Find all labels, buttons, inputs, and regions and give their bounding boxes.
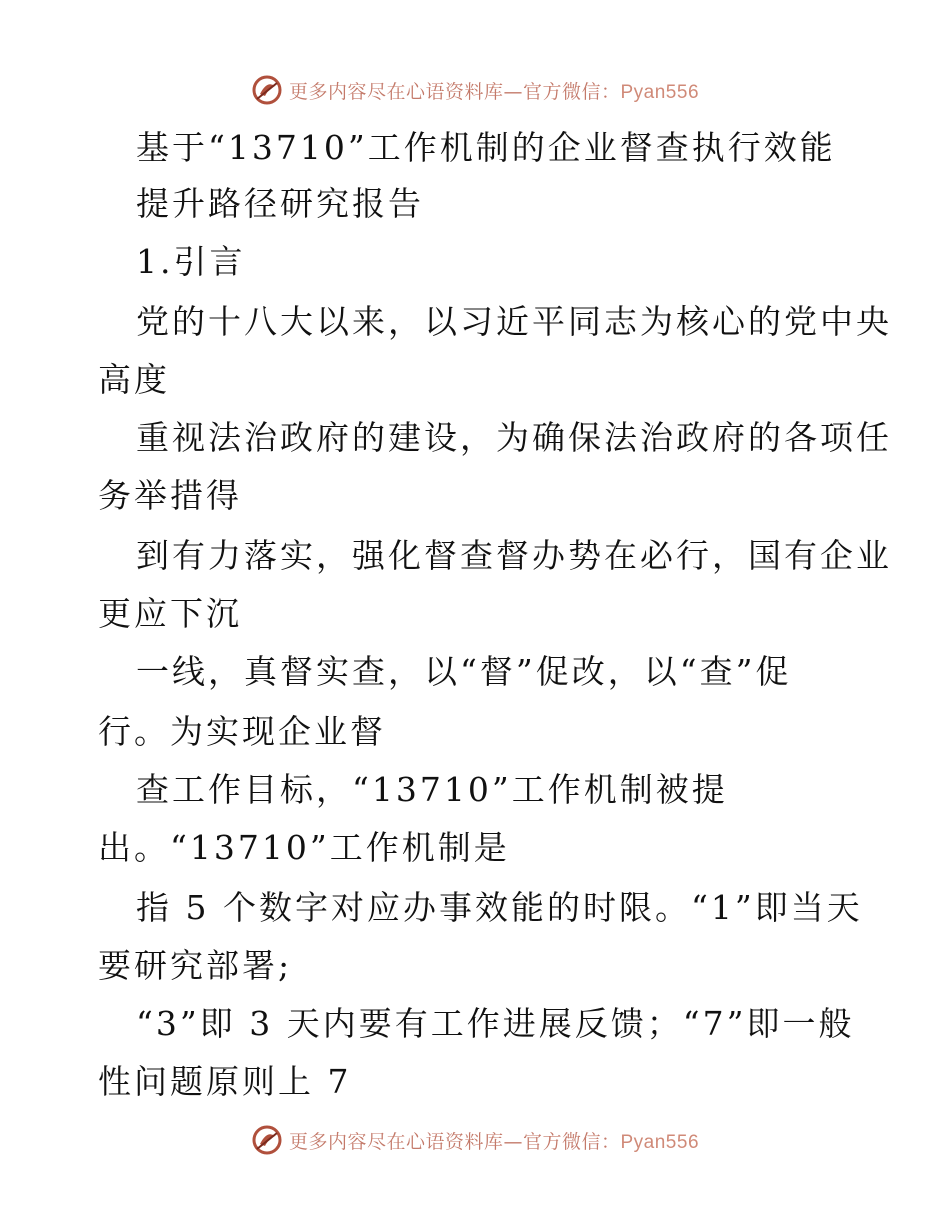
watermark-separator: — (503, 1130, 523, 1153)
paragraph-line: 要研究部署; (98, 946, 293, 985)
paragraph-line: 出。“13710”工作机制是 (98, 828, 510, 867)
watermark-text (289, 1127, 699, 1154)
brand-logo-icon (251, 1124, 283, 1156)
brand-logo-icon (251, 74, 283, 106)
paragraph-line: 到有力落实，强化督查督办势在必行，国有企业 (136, 536, 892, 575)
title-line-2: 提升路径研究报告 (136, 184, 424, 223)
paragraph-line: 一线，真督实查，以“督”促改，以“查”促 (136, 652, 792, 691)
paragraph-line: 重视法治政府的建设，为确保法治政府的各项任 (136, 418, 892, 457)
watermark-label: 官方微信： (522, 80, 621, 103)
paragraph-line: 务举措得 (98, 476, 242, 515)
paragraph-line: 党的十八大以来，以习近平同志为核心的党中央 (136, 302, 892, 341)
title-line-1: 基于“13710”工作机制的企业督查执行效能 (136, 128, 836, 167)
header-watermark (0, 70, 950, 110)
watermark-main: 更多内容尽在心语资料库 (288, 1130, 504, 1153)
paragraph-line: 指 5 个数字对应办事效能的时限。“1”即当天 (136, 888, 863, 927)
paragraph-line: 高度 (98, 360, 170, 399)
watermark-id: Pyan556 (620, 1131, 700, 1153)
paragraph-line: 性问题原则上 7 (98, 1062, 352, 1101)
footer-watermark (0, 1120, 950, 1160)
watermark-text (289, 77, 699, 104)
paragraph-line: 行。为实现企业督 (98, 712, 386, 751)
watermark-main: 更多内容尽在心语资料库 (288, 80, 504, 103)
watermark-id: Pyan556 (620, 81, 700, 103)
paragraph-line: 更应下沉 (98, 594, 242, 633)
watermark-separator: — (503, 80, 523, 103)
paragraph-line: “3”即 3 天内要有工作进展反馈；“7”即一般 (136, 1004, 855, 1043)
watermark-label: 官方微信： (522, 1130, 621, 1153)
section-heading: 1.引言 (136, 242, 246, 281)
paragraph-line: 查工作目标，“13710”工作机制被提 (136, 770, 728, 809)
